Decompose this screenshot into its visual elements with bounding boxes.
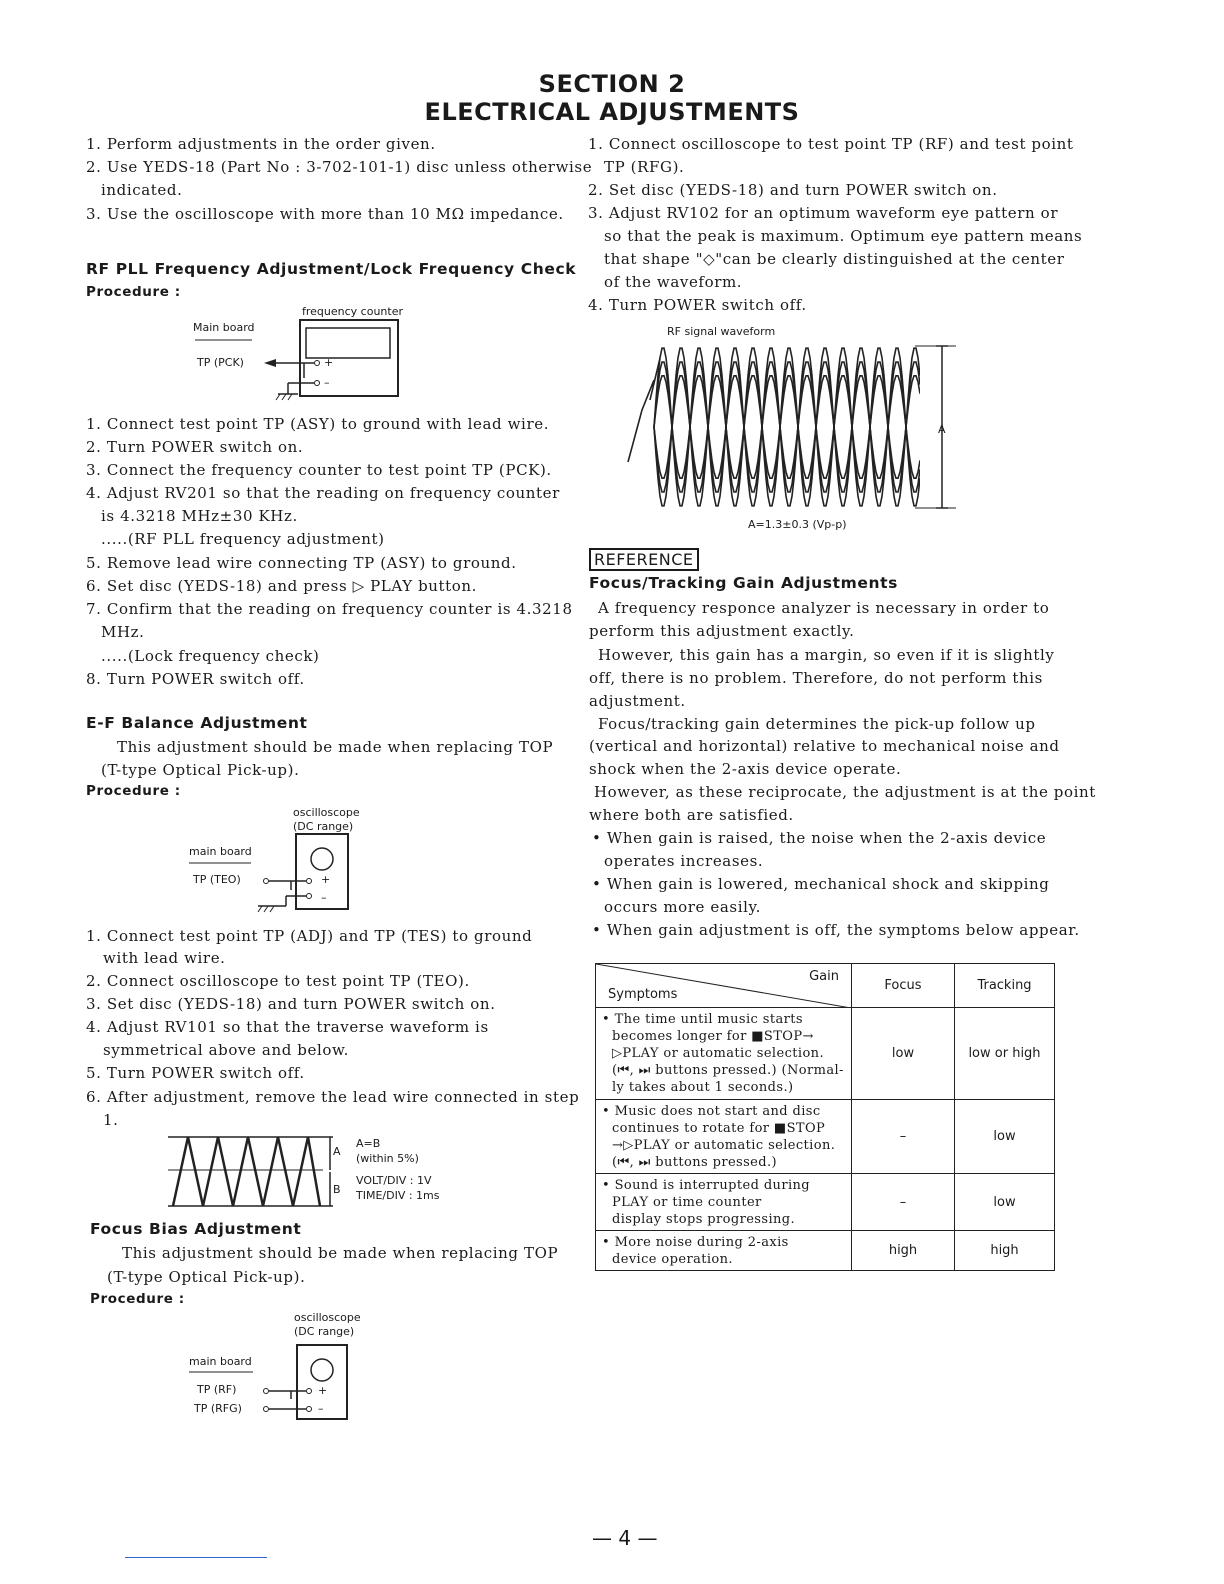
header-gain: Gain <box>809 969 839 984</box>
gain-symptoms-table <box>595 963 1055 1271</box>
wave-label: TIME/DIV : 1ms <box>356 1189 440 1202</box>
diagram-label: TP (RFG) <box>194 1402 242 1415</box>
table-header-row <box>596 964 1055 1008</box>
step-line: 3. Connect the frequency counter to test point TP (PCK). <box>86 461 552 479</box>
ef-intro: (T-type Optical Pick-up). <box>101 761 300 779</box>
step-line: 4. Turn POWER switch off. <box>588 296 807 314</box>
symptom-line: • Music does not start and disc <box>602 1103 821 1119</box>
symptom-line: (⏮, ⏭ buttons pressed.) (Normal- <box>612 1063 844 1078</box>
focus-cell: high <box>852 1231 955 1271</box>
section-subtitle: ELECTRICAL ADJUSTMENTS <box>424 98 800 126</box>
reference-line: • When gain adjustment is off, the symptoms below appear. <box>592 921 1080 939</box>
diagram-label: TP (RF) <box>197 1383 237 1396</box>
symptom-line: ly takes about 1 seconds.) <box>612 1080 794 1095</box>
ef-intro: This adjustment should be made when replacing TOP <box>117 738 554 756</box>
table-row <box>596 1008 1055 1100</box>
step-line: 3. Set disc (YEDS-18) and turn POWER switch on. <box>86 995 496 1013</box>
focus-bias-intro: This adjustment should be made when replacing TOP <box>122 1244 559 1262</box>
reference-line: operates increases. <box>604 852 764 870</box>
tracking-cell: low <box>955 1100 1055 1174</box>
step-line: 6. Set disc (YEDS-18) and press ▷ PLAY button. <box>86 577 478 595</box>
diagram-label: + <box>318 1384 328 1397</box>
focus-bias-schematic <box>186 1343 356 1423</box>
wave-label: B <box>333 1183 341 1196</box>
reference-line: where both are satisfied. <box>589 806 794 824</box>
intro-item: indicated. <box>101 181 183 199</box>
step-line: that shape "◇"can be clearly distinguished at the center <box>604 250 1065 268</box>
reference-line: occurs more easily. <box>604 898 761 916</box>
reference-line: adjustment. <box>589 692 686 710</box>
rf-waveform-label: RF signal waveform <box>667 325 776 338</box>
reference-line: • When gain is lowered, mechanical shock and skipping <box>592 875 1050 893</box>
symptom-line: PLAY or time counter <box>612 1194 762 1210</box>
symptom-line: • Sound is interrupted during <box>602 1177 810 1193</box>
symptom-cell <box>596 1008 852 1100</box>
reference-heading: Focus/Tracking Gain Adjustments <box>589 574 898 592</box>
rf-eye-pattern-graphic <box>620 340 960 518</box>
focus-bias-intro: (T-type Optical Pick-up). <box>107 1268 306 1286</box>
ef-heading: E-F Balance Adjustment <box>86 714 308 732</box>
step-line: 1. <box>103 1111 119 1129</box>
reference-line: Focus/tracking gain determines the pick-up follow up <box>598 715 1036 733</box>
reference-line: • When gain is raised, the noise when the 2-axis device <box>592 829 1047 847</box>
step-line: 6. After adjustment, remove the lead wire connected in step <box>86 1088 580 1106</box>
step-line: 5. Turn POWER switch off. <box>86 1064 305 1082</box>
step-line: 1. Connect test point TP (ASY) to ground with lead wire. <box>86 415 550 433</box>
intro-item: 1. Perform adjustments in the order given. <box>86 135 436 153</box>
section-title: SECTION 2 <box>538 70 686 98</box>
tracking-cell: high <box>955 1231 1055 1271</box>
step-line: 1. Connect test point TP (ADJ) and TP (TES) to ground <box>86 927 533 945</box>
step-line: of the waveform. <box>604 273 743 291</box>
intro-item: 2. Use YEDS-18 (Part No : 3-702-101-1) disc unless otherwise <box>86 158 593 176</box>
diagram-label: main board <box>189 845 252 858</box>
symptom-cell <box>596 1231 852 1271</box>
header-tracking: Tracking <box>955 964 1055 1008</box>
table-row <box>596 1174 1055 1231</box>
wave-label: VOLT/DIV : 1V <box>356 1174 432 1187</box>
focus-cell: – <box>852 1174 955 1231</box>
diagram-label: (DC range) <box>293 820 354 833</box>
diagram-label: – <box>324 376 330 389</box>
header-gain-symptoms <box>596 964 852 1008</box>
diagram-label: – <box>318 1402 324 1415</box>
focus-cell: low <box>852 1008 955 1100</box>
wave-label: A=B <box>356 1137 381 1150</box>
step-line: TP (RFG). <box>604 158 685 176</box>
step-line: 5. Remove lead wire connecting TP (ASY) to ground. <box>86 554 517 572</box>
step-line: 4. Adjust RV101 so that the traverse waveform is <box>86 1018 489 1036</box>
step-line: .....(RF PLL frequency adjustment) <box>101 530 385 548</box>
reference-line: (vertical and horizontal) relative to mechanical noise and <box>589 737 1060 755</box>
traverse-waveform-graphic <box>168 1132 353 1212</box>
symptom-cell <box>596 1100 852 1174</box>
symptom-line: (⏮, ⏭ buttons pressed.) <box>612 1154 778 1170</box>
footer-line <box>125 1557 267 1558</box>
step-line: 2. Set disc (YEDS-18) and turn POWER switch on. <box>588 181 998 199</box>
focus-cell: – <box>852 1100 955 1174</box>
eye-a-label: A <box>938 423 946 436</box>
symptom-line: • More noise during 2-axis <box>602 1234 789 1250</box>
step-line: 4. Adjust RV201 so that the reading on frequency counter <box>86 484 560 502</box>
symptom-line: continues to rotate for ■STOP <box>612 1120 826 1136</box>
step-line: 2. Turn POWER switch on. <box>86 438 304 456</box>
symptom-line: display stops progressing. <box>612 1211 796 1227</box>
reference-line: perform this adjustment exactly. <box>589 622 855 640</box>
step-line: so that the peak is maximum. Optimum eye pattern means <box>604 227 1083 245</box>
diagram-label: TP (TEO) <box>193 873 241 886</box>
diagram-label: frequency counter <box>302 305 403 318</box>
focus-bias-heading: Focus Bias Adjustment <box>90 1220 302 1238</box>
symptom-cell <box>596 1174 852 1231</box>
symptom-line: device operation. <box>612 1251 733 1267</box>
rfpll-heading: RF PLL Frequency Adjustment/Lock Frequency Check <box>86 260 577 278</box>
procedure-label: Procedure : <box>86 783 181 799</box>
diagram-label: + <box>321 873 331 886</box>
step-line: symmetrical above and below. <box>103 1041 350 1059</box>
step-line: MHz. <box>101 623 145 641</box>
step-line: .....(Lock frequency check) <box>101 647 320 665</box>
diagram-label: oscilloscope <box>293 806 360 819</box>
wave-label: A <box>333 1145 341 1158</box>
diagram-label: – <box>321 891 327 904</box>
frequency-counter-schematic <box>190 318 410 408</box>
symptom-line: ▷PLAY or automatic selection. <box>612 1046 824 1061</box>
step-line: with lead wire. <box>103 949 226 967</box>
reference-line: A frequency responce analyzer is necessary in order to <box>598 599 1050 617</box>
diagram-label: oscilloscope <box>294 1311 361 1324</box>
page-number: — 4 — <box>592 1526 658 1550</box>
step-line: 1. Connect oscilloscope to test point TP (RF) and test point <box>588 135 1074 153</box>
procedure-label: Procedure : <box>86 284 181 300</box>
step-line: 8. Turn POWER switch off. <box>86 670 305 688</box>
symptom-line: →▷PLAY or automatic selection. <box>612 1137 836 1153</box>
diagram-label: Main board <box>193 321 255 334</box>
eye-a-value: A=1.3±0.3 (Vp-p) <box>748 518 847 531</box>
reference-line: off, there is no problem. Therefore, do not perform this <box>589 669 1043 687</box>
symptom-line: becomes longer for ■STOP→ <box>612 1029 814 1044</box>
reference-line: shock when the 2-axis device operate. <box>589 760 902 778</box>
step-line: 7. Confirm that the reading on frequency counter is 4.3218 <box>86 600 573 618</box>
diagram-label: (DC range) <box>294 1325 355 1338</box>
header-symptoms: Symptoms <box>608 987 678 1002</box>
ef-schematic <box>186 832 356 918</box>
reference-badge: REFERENCE <box>589 548 699 571</box>
intro-item: 3. Use the oscilloscope with more than 10 MΩ impedance. <box>86 205 564 223</box>
tracking-cell: low <box>955 1174 1055 1231</box>
wave-label: (within 5%) <box>356 1152 419 1165</box>
reference-line: However, this gain has a margin, so even if it is slightly <box>598 646 1055 664</box>
procedure-label: Procedure : <box>90 1291 185 1307</box>
step-line: 2. Connect oscilloscope to test point TP (TEO). <box>86 972 470 990</box>
step-line: is 4.3218 MHz±30 KHz. <box>101 507 298 525</box>
table-row <box>596 1231 1055 1271</box>
table-row <box>596 1100 1055 1174</box>
tracking-cell: low or high <box>955 1008 1055 1100</box>
header-focus: Focus <box>852 964 955 1008</box>
symptom-line: • The time until music starts <box>602 1012 803 1027</box>
diagram-label: + <box>324 356 334 369</box>
reference-line: However, as these reciprocate, the adjustment is at the point <box>594 783 1096 801</box>
diagram-label: TP (PCK) <box>197 356 244 369</box>
diagram-label: main board <box>189 1355 252 1368</box>
step-line: 3. Adjust RV102 for an optimum waveform eye pattern or <box>588 204 1059 222</box>
